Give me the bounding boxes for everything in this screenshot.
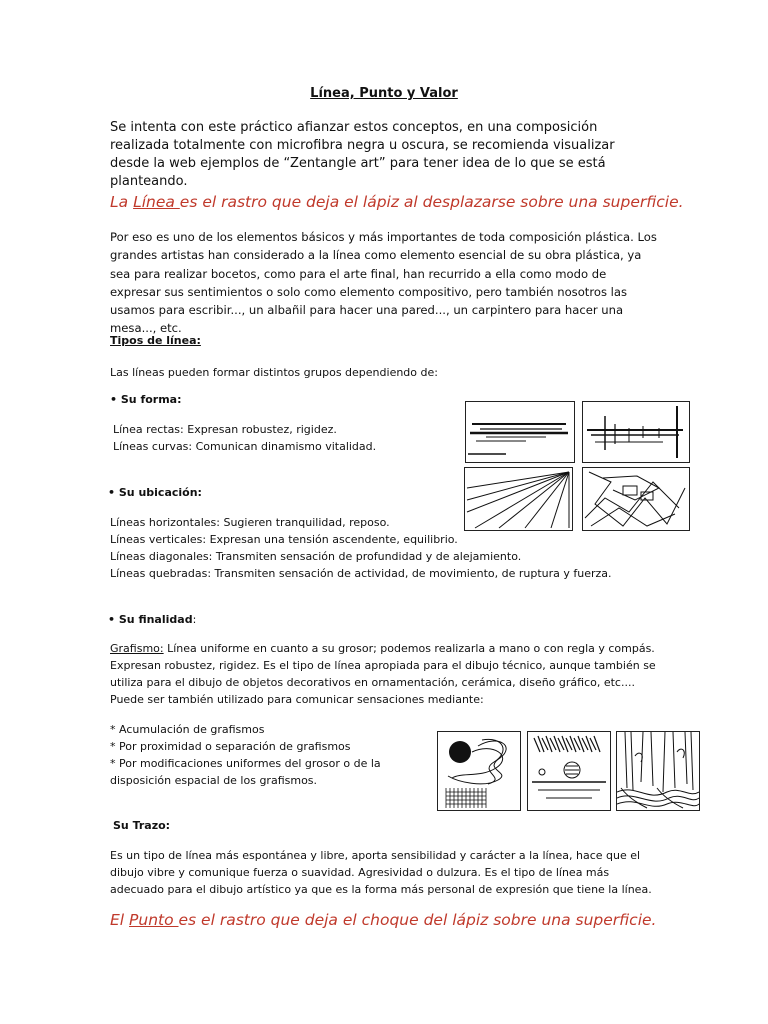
grafismo-term: Grafismo: xyxy=(110,642,164,655)
grafismo-accumulation-illustration xyxy=(437,731,521,811)
ubicacion-line: Líneas horizontales: Sugieren tranquilidad, reposo. xyxy=(110,516,390,529)
vertical-lines-illustration xyxy=(582,401,690,463)
forma-line-curvas: Líneas curvas: Comunican dinamismo vitalidad. xyxy=(113,440,377,453)
intro-paragraph: Se intenta con este práctico afianzar estos conceptos, en una composición realizada totalmente con microfibra negra u oscura, se recomienda visualizar desde la web ejemplos de “Zentangle art” para tener idea de lo que se está planteando. xyxy=(110,120,615,189)
tipos-heading: Tipos de línea: xyxy=(110,334,201,347)
tipos-intro: Las líneas pueden formar distintos grupos dependiendo de: xyxy=(110,366,438,379)
linea-def-rest: es el rastro que deja el lápiz al desplazarse sobre una superficie. xyxy=(179,193,684,211)
linea-def-term: Línea xyxy=(133,193,180,211)
grafismo-item: * Por proximidad o separación de grafismos xyxy=(110,740,351,753)
broken-lines-illustration xyxy=(582,467,690,531)
grafismo-item: * Por modificaciones uniformes del grosor o de la disposición espacial de los grafismos. xyxy=(110,757,381,787)
punto-definition xyxy=(110,911,730,929)
linea-def-prefix: La xyxy=(110,193,134,211)
forma-list xyxy=(113,421,453,455)
ubicacion-line: Líneas quebradas: Transmiten sensación de actividad, de movimiento, de ruptura y fuerza. xyxy=(110,567,612,580)
grafismo-thickness-illustration xyxy=(616,731,700,811)
grafismo-item: * Acumulación de grafismos xyxy=(110,723,265,736)
horizontal-lines-illustration xyxy=(465,401,575,463)
linea-paragraph: Por eso es uno de los elementos básicos y más importantes de toda composición plástica. Los grandes artistas han considerado a la línea como elemento esencial de su obra plástica, ya sea para realizar bocetos, como para el arte final, han recurrido a ella como modo de expresar sus sentimientos o solo como elemento compositivo, pero también nosotros las usamos para escribir..., un albañil para hacer una pared..., un carpintero para hacer una mesa..., etc. xyxy=(110,230,657,336)
grafismo-paragraph xyxy=(110,640,660,708)
grafismo-list xyxy=(110,721,385,789)
forma-line-rectas: Línea rectas: Expresan robustez, rigidez. xyxy=(113,423,337,436)
finalidad-heading-text: • Su finalidad xyxy=(108,613,193,626)
linea-definition xyxy=(110,193,730,211)
punto-def-rest: es el rastro que deja el choque del lápiz sobre una superficie. xyxy=(178,911,657,929)
trazo-heading: Su Trazo: xyxy=(113,819,171,832)
finalidad-heading xyxy=(108,613,196,626)
ubicacion-line: Líneas diagonales: Transmiten sensación de profundidad y de alejamiento. xyxy=(110,550,522,563)
finalidad-colon: : xyxy=(192,613,197,626)
ubicacion-line: Líneas verticales: Expresan una tensión ascendente, equilibrio. xyxy=(110,533,458,546)
trazo-paragraph: Es un tipo de línea más espontánea y libre, aporta sensibilidad y carácter a la línea, hace que el dibujo vibre y comunique fuerza o suavidad. Agresividad o dulzura. Es el tipo de línea más adecuado para el dibujo artístico ya que es la forma más personal de expresión que tiene la línea. xyxy=(110,849,652,896)
page-title: Línea, Punto y Valor xyxy=(310,86,458,101)
ubicacion-heading: • Su ubicación: xyxy=(108,486,202,499)
diagonal-lines-illustration xyxy=(464,467,573,531)
forma-heading: • Su forma: xyxy=(110,393,182,406)
punto-def-term: Punto xyxy=(129,911,179,929)
punto-def-prefix: El xyxy=(110,911,130,929)
grafismo-proximity-illustration xyxy=(527,731,611,811)
grafismo-text: Línea uniforme en cuanto a su grosor; podemos realizarla a mano o con regla y compás. Expresan robustez, rigidez. Es el tipo de línea apropiada para el dibujo técnico, aunque también se utiliza para el dibujo de objetos decorativos en ornamentación, cerámica, diseño gráfico, etc.... Puede ser también utilizado para comunicar sensaciones mediante: xyxy=(110,642,656,706)
